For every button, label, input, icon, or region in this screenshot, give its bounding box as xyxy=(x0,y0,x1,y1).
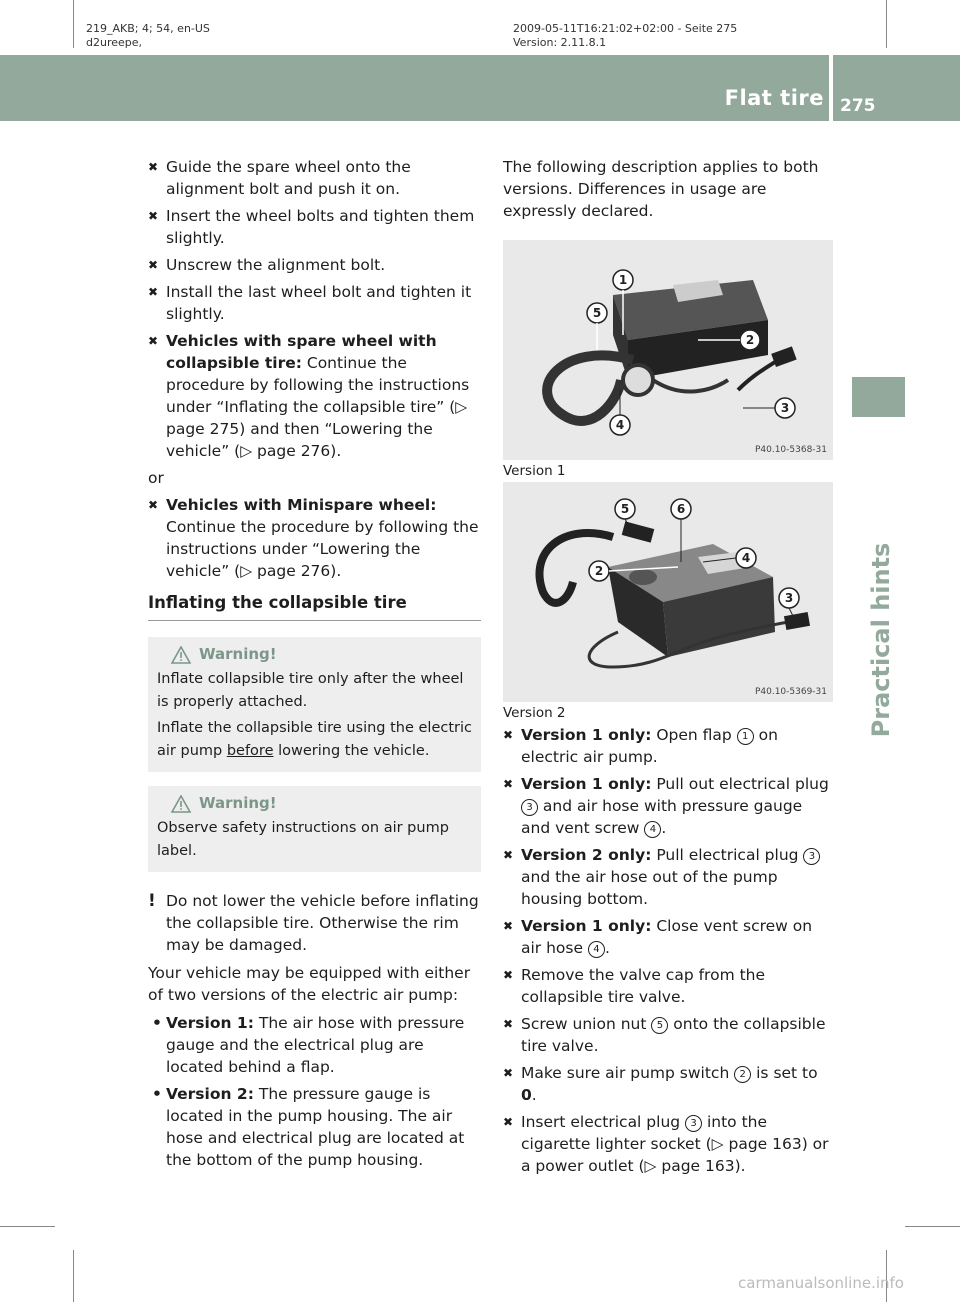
step-text: Guide the spare wheel onto the alignment bolt and push it on. xyxy=(166,158,411,198)
callout-3: 3 xyxy=(784,591,794,605)
step-item xyxy=(503,915,836,959)
step-bold: Version 1 only: xyxy=(521,917,652,935)
callout-ref: 3 xyxy=(521,799,538,816)
step-arrow-icon: ✖ xyxy=(503,1066,514,1080)
step-item xyxy=(503,773,836,839)
step-text: Install the last wheel bolt and tighten it slightly. xyxy=(166,283,472,323)
figure-caption: Version 1 xyxy=(503,463,566,479)
step-arrow-icon: ✖ xyxy=(503,968,514,982)
step-arrow-icon: ✖ xyxy=(148,160,159,174)
callout-6: 6 xyxy=(676,502,686,516)
warning-title: Warning! xyxy=(199,645,277,663)
or-text: or xyxy=(148,469,164,487)
crop-mark xyxy=(0,1226,55,1227)
bullet-text: The pressure gauge is located in the pump housing. The air hose and electrical plug are located at the bottom of the pump housing. xyxy=(166,1085,465,1169)
step-item xyxy=(148,281,481,325)
step-text: onto the collapsible tire valve. xyxy=(521,1015,826,1055)
step-arrow-icon: ✖ xyxy=(148,285,159,299)
warning-text-part: lowering the vehicle. xyxy=(273,743,430,759)
callout-2: 2 xyxy=(745,333,755,347)
step-text: . xyxy=(531,1086,537,1104)
step-collapsible xyxy=(148,330,481,462)
step-item xyxy=(503,724,836,768)
side-label: Practical hints xyxy=(867,542,895,738)
print-meta-right xyxy=(513,22,737,50)
step-arrow-icon: ✖ xyxy=(148,209,159,223)
air-pump-version-1-illustration xyxy=(503,240,833,460)
step-arrow-icon: ✖ xyxy=(148,498,159,512)
callout-1: 1 xyxy=(618,273,628,287)
step-text: Remove the valve cap from the collapsible tire valve. xyxy=(521,966,766,1006)
print-meta-left xyxy=(86,22,210,50)
step-item xyxy=(148,254,481,276)
warning-header xyxy=(171,792,473,815)
crop-mark xyxy=(886,0,887,48)
step-arrow-icon: ✖ xyxy=(503,1115,514,1129)
warning-text-part: Inflate the collapsible tire using the electric air pump xyxy=(157,720,472,759)
callout-ref: 1 xyxy=(737,728,754,745)
page-number: 275 xyxy=(840,96,876,116)
callout-5: 5 xyxy=(592,306,602,320)
step-text: is set to xyxy=(751,1064,818,1082)
bullet-item xyxy=(148,1083,481,1171)
step-text: Pull electrical plug xyxy=(651,846,804,864)
step-item xyxy=(503,1013,836,1057)
figure-code: P40.10-5369-31 xyxy=(754,687,827,697)
figure-caption: Version 2 xyxy=(503,705,566,721)
section-title: Flat tire xyxy=(724,86,824,110)
side-tab xyxy=(852,377,905,417)
warning-text: Inflate collapsible tire only after the wheel is properly attached. xyxy=(157,671,464,710)
callout-ref: 4 xyxy=(644,821,661,838)
step-item xyxy=(503,844,836,910)
step-arrow-icon: ✖ xyxy=(503,1017,514,1031)
air-pump-version-2-illustration xyxy=(503,482,833,702)
step-item xyxy=(148,156,481,200)
meta-line: 219_AKB; 4; 54, en-US xyxy=(86,22,210,35)
figure-version-2 xyxy=(503,482,833,702)
callout-5: 5 xyxy=(620,502,630,516)
steps-list xyxy=(503,724,836,1177)
step-bold: Vehicles with spare wheel with collapsible tire: xyxy=(166,332,437,372)
exclamation-icon: ! xyxy=(148,891,156,911)
right-column xyxy=(503,156,836,1182)
warning-emphasis: before xyxy=(226,743,274,759)
callout-4: 4 xyxy=(615,418,625,432)
crop-mark xyxy=(73,0,74,48)
step-text: Open flap xyxy=(651,726,737,744)
warning-text: Observe safety instructions on air pump label. xyxy=(157,820,449,859)
step-text: . xyxy=(661,819,667,837)
step-text: Continue the procedure by following the instructions under “Lowering the vehicle” (▷ page 276). xyxy=(166,518,479,580)
warning-title: Warning! xyxy=(199,794,277,812)
figure-code: P40.10-5368-31 xyxy=(754,445,827,455)
watermark: carmanualsonline.info xyxy=(738,1274,904,1292)
step-text: Continue the procedure by following the instructions under “Inflating the collapsible tire” (▷ page 275) and then “Lowering the vehicle” (▷ page 276). xyxy=(166,354,470,460)
step-text: on electric air pump. xyxy=(521,726,778,766)
left-column xyxy=(148,156,481,1176)
step-text: Unscrew the alignment bolt. xyxy=(166,256,386,274)
callout-4: 4 xyxy=(741,551,751,565)
warning-box xyxy=(148,637,481,772)
warning-header xyxy=(171,643,473,666)
warning-triangle-icon xyxy=(171,795,191,813)
step-text: . xyxy=(604,939,610,957)
crop-mark xyxy=(73,1250,74,1302)
step-bold: Version 1 only: xyxy=(521,726,652,744)
meta-line: 2009-05-11T16:21:02+02:00 - Seite 275 xyxy=(513,22,738,35)
bullet-bold: Version 1: xyxy=(166,1014,254,1032)
step-text: Insert electrical plug xyxy=(521,1113,686,1131)
bullet-bold: Version 2: xyxy=(166,1085,254,1103)
step-arrow-icon: ✖ xyxy=(148,258,159,272)
callout-ref: 3 xyxy=(803,848,820,865)
bullet-list xyxy=(148,1012,481,1171)
warning-text xyxy=(157,717,473,763)
step-text: Insert the wheel bolts and tighten them slightly. xyxy=(166,207,475,247)
callout-ref: 3 xyxy=(685,1115,702,1132)
bullet-dot-icon: • xyxy=(152,1014,162,1032)
step-text: into the cigarette lighter socket (▷ page 163) or a power outlet (▷ page 163). xyxy=(521,1113,829,1175)
step-arrow-icon: ✖ xyxy=(503,919,514,933)
callout-ref: 4 xyxy=(588,941,605,958)
step-text: Make sure air pump switch xyxy=(521,1064,735,1082)
meta-line: d2ureepe, xyxy=(86,36,143,49)
callout-2: 2 xyxy=(594,564,604,578)
step-bold: Version 2 only: xyxy=(521,846,652,864)
step-item xyxy=(503,1062,836,1106)
step-arrow-icon: ✖ xyxy=(503,728,514,742)
section-heading: Inflating the collapsible tire xyxy=(148,592,481,621)
step-item xyxy=(148,205,481,249)
step-bold: Vehicles with Minispare wheel: xyxy=(166,496,437,514)
warning-box xyxy=(148,786,481,872)
note xyxy=(148,890,481,956)
crop-mark xyxy=(905,1226,960,1227)
callout-3: 3 xyxy=(780,401,790,415)
step-text: and the air hose out of the pump housing bottom. xyxy=(521,868,778,908)
step-item xyxy=(503,964,836,1008)
step-text: Pull out electrical plug xyxy=(651,775,829,793)
meta-line: Version: 2.11.8.1 xyxy=(513,36,607,49)
step-bold: Version 1 only: xyxy=(521,775,652,793)
step-arrow-icon: ✖ xyxy=(503,848,514,862)
bullet-text: The air hose with pressure gauge and the electrical plug are located behind a flap. xyxy=(166,1014,465,1076)
intro-text: The following description applies to both versions. Differences in usage are expressly declared. xyxy=(503,158,819,220)
header-separator xyxy=(829,55,833,121)
step-text: and air hose with pressure gauge and vent screw xyxy=(521,797,803,837)
step-text: Close vent screw on air hose xyxy=(521,917,813,957)
step-item xyxy=(503,1111,836,1177)
bullet-item xyxy=(148,1012,481,1078)
intro-text: Your vehicle may be equipped with either of two versions of the electric air pump: xyxy=(148,964,471,1004)
step-arrow-icon: ✖ xyxy=(148,334,159,348)
step-text: Screw union nut xyxy=(521,1015,652,1033)
callout-ref: 2 xyxy=(734,1066,751,1083)
warning-triangle-icon xyxy=(171,646,191,664)
bullet-dot-icon: • xyxy=(152,1085,162,1103)
callout-ref: 5 xyxy=(651,1017,668,1034)
step-arrow-icon: ✖ xyxy=(503,777,514,791)
step-minispare xyxy=(148,494,481,582)
figure-version-1 xyxy=(503,240,833,460)
steps-list xyxy=(148,156,481,325)
note-text: Do not lower the vehicle before inflating the collapsible tire. Otherwise the rim may be damaged. xyxy=(166,892,479,954)
step-bold: 0 xyxy=(521,1086,532,1104)
